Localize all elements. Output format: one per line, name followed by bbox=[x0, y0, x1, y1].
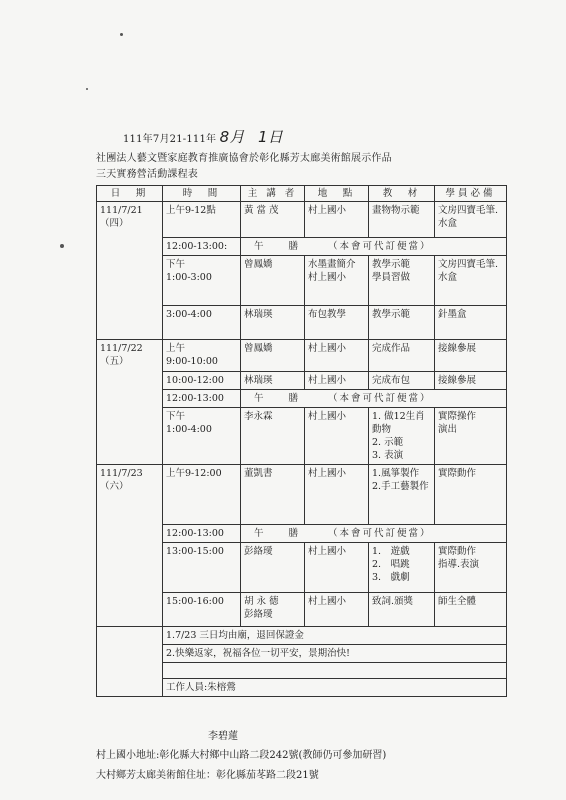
speaker-cell: 曾鳳嬌 bbox=[241, 256, 305, 306]
column-header: 教 材 bbox=[369, 186, 435, 202]
scan-speck bbox=[120, 33, 123, 36]
requirement-cell: 接線參展 bbox=[435, 340, 507, 372]
handwritten-day: 1日 bbox=[257, 128, 283, 146]
lunch-label: 午 膳 bbox=[254, 393, 301, 404]
material-cell: 1.風箏製作 2.手工藝製作 bbox=[369, 465, 435, 525]
time-cell: 上午9-12:00 bbox=[163, 465, 241, 525]
time-cell: 12:00-13:00: bbox=[163, 238, 241, 256]
time-cell: 下午 1:00-4:00 bbox=[163, 408, 241, 465]
material-cell: 畫物物示範 bbox=[369, 202, 435, 238]
time-cell: 12:00-13:00 bbox=[163, 525, 241, 543]
place-cell: 村上國小 bbox=[305, 543, 369, 593]
speaker-cell: 林瑞瑛 bbox=[241, 372, 305, 390]
handwritten-month: 8月 bbox=[219, 128, 245, 146]
column-header: 地 點 bbox=[305, 186, 369, 202]
column-header: 學員必備 bbox=[435, 186, 507, 202]
place-cell: 水墨畫簡介 村上國小 bbox=[305, 256, 369, 306]
place-cell: 布包教學 bbox=[305, 306, 369, 340]
material-cell: 完成布包 bbox=[369, 372, 435, 390]
schedule-title: 三天實務營活動課程表 bbox=[96, 169, 198, 180]
requirement-cell: 實際操作 演出 bbox=[435, 408, 507, 465]
time-cell: 10:00-12:00 bbox=[163, 372, 241, 390]
lunch-note: （本會可代訂便當） bbox=[328, 393, 432, 404]
place-cell: 村上國小 bbox=[305, 202, 369, 238]
speaker-cell: 曾鳳嬌 bbox=[241, 340, 305, 372]
schedule-table bbox=[96, 185, 507, 697]
date-cell: 111/7/22 （五） bbox=[97, 340, 163, 465]
time-cell: 13:00-15:00 bbox=[163, 543, 241, 593]
organization-title: 社團法人藝文暨家庭教育推廣協會於彰化縣芳太廊美術館展示作品 bbox=[96, 153, 392, 164]
requirement-cell: 實際動作 bbox=[435, 465, 507, 525]
requirement-cell: 文房四寶毛筆.水盒 bbox=[435, 202, 507, 238]
time-cell: 12:00-13:00 bbox=[163, 390, 241, 408]
material-cell: 教學示範 學員習做 bbox=[369, 256, 435, 306]
speaker-cell: 林瑞瑛 bbox=[241, 306, 305, 340]
requirement-cell: 接線參展 bbox=[435, 372, 507, 390]
material-cell: 1. 做12生肖動物 2. 示範 3. 表演 bbox=[369, 408, 435, 465]
time-cell: 15:00-16:00 bbox=[163, 593, 241, 627]
scan-speck bbox=[60, 244, 64, 248]
staff-cell: 工作人員:朱榕鶯 bbox=[163, 679, 507, 697]
material-cell: 1. 遊戲 2. 唱跳 3. 戲劇 bbox=[369, 543, 435, 593]
requirement-cell: 文房四寶毛筆.水盒 bbox=[435, 256, 507, 306]
date-cell: 111/7/23 （六） bbox=[97, 465, 163, 627]
speaker-cell: 董凱書 bbox=[241, 465, 305, 525]
material-cell: 致詞.頒獎 bbox=[369, 593, 435, 627]
lunch-note: （本會可代訂便當） bbox=[328, 241, 432, 252]
column-header: 主 講 者 bbox=[241, 186, 305, 202]
table-row bbox=[97, 202, 507, 238]
column-header: 時 間 bbox=[163, 186, 241, 202]
lunch-cell bbox=[241, 390, 507, 408]
notes-blank-cell bbox=[97, 627, 163, 697]
date-prefix: 111年7月21-111年 bbox=[123, 134, 217, 145]
place-cell: 村上國小 bbox=[305, 372, 369, 390]
time-cell: 3:00-4:00 bbox=[163, 306, 241, 340]
date-range-line bbox=[123, 128, 283, 146]
note-cell bbox=[163, 663, 507, 679]
time-cell: 下午 1:00-3:00 bbox=[163, 256, 241, 306]
speaker-cell: 彭絡璦 bbox=[241, 543, 305, 593]
requirement-cell: 針墨盒 bbox=[435, 306, 507, 340]
material-cell: 教學示範 bbox=[369, 306, 435, 340]
note-cell: 2.快樂返家，祝福各位一切平安，景期治快! bbox=[163, 645, 507, 663]
note-cell: 1.7/23 三日均由廟，退回保證金 bbox=[163, 627, 507, 645]
lunch-cell bbox=[241, 525, 507, 543]
note-row bbox=[97, 627, 507, 645]
place-cell: 村上國小 bbox=[305, 593, 369, 627]
speaker-cell: 李永霖 bbox=[241, 408, 305, 465]
requirement-cell: 實際動作 指導.表演 bbox=[435, 543, 507, 593]
lunch-label: 午 膳 bbox=[254, 241, 301, 252]
scan-speck bbox=[86, 88, 88, 90]
speaker-cell: 胡 永 德 彭絡璦 bbox=[241, 593, 305, 627]
date-cell: 111/7/21 （四） bbox=[97, 202, 163, 340]
lunch-label: 午 膳 bbox=[254, 528, 301, 539]
school-address: 村上國小地址:彰化縣大村鄉中山路二段242號(教師仍可參加研習) bbox=[96, 750, 387, 761]
place-cell: 村上國小 bbox=[305, 465, 369, 525]
table-row bbox=[97, 465, 507, 525]
column-header: 日 期 bbox=[97, 186, 163, 202]
lunch-note: （本會可代訂便當） bbox=[328, 528, 432, 539]
table-header-row bbox=[97, 186, 507, 202]
museum-address: 大村鄉芳太廊美術館住址：彰化縣茄苳路二段21號 bbox=[96, 770, 319, 781]
lunch-cell bbox=[241, 238, 507, 256]
place-cell: 村上國小 bbox=[305, 340, 369, 372]
place-cell: 村上國小 bbox=[305, 408, 369, 465]
table-row bbox=[97, 340, 507, 372]
material-cell: 完成作品 bbox=[369, 340, 435, 372]
requirement-cell: 師生全體 bbox=[435, 593, 507, 627]
time-cell: 上午9-12點 bbox=[163, 202, 241, 238]
time-cell: 上午 9:00-10:00 bbox=[163, 340, 241, 372]
staff-second-name: 李碧蓮 bbox=[208, 731, 238, 742]
speaker-cell: 黃 當 茂 bbox=[241, 202, 305, 238]
